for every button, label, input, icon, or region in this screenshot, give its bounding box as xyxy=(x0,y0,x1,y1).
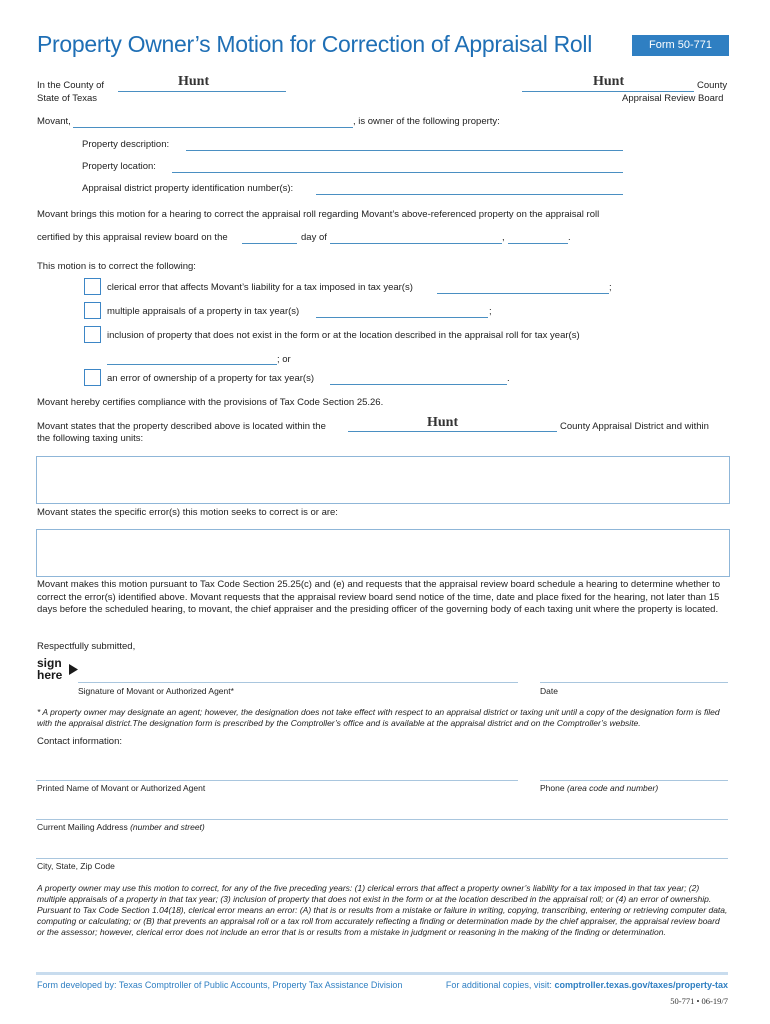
clerical-error-checkbox[interactable] xyxy=(84,278,101,295)
footer-rule xyxy=(36,972,728,975)
nonexistent-suffix: ; or xyxy=(277,354,291,365)
corrections-intro: This motion is to correct the following: xyxy=(37,261,196,272)
phone-label-group xyxy=(540,783,658,793)
ownership-error-checkbox[interactable] xyxy=(84,369,101,386)
movant-name-line[interactable] xyxy=(73,127,353,128)
bottom-note: A property owner may use this motion to correct, for any of the five preceding years: (1) clerical errors that affect a property owner’s liability for a tax imposed in that tax year; (2) multiple appraisals of a property in that tax year; (3) inclusion of property that does not exist in the form or at the location described in the appraisal roll; or (4) an error of ownership. Pursuant to Tax Code Section 1.04(18), clerical error means an error: (A) that is or results from a mistake or failure in writing, copying, transcribing, entering or retrieving computer data, computing or calculating; or (B) that prevents an appraisal roll or a tax roll from accurately reflecting a finding or determination made by the chief appraiser, the appraisal review board or the assessor; however, clerical error does not include an error that is or results from a mistake in judgment or reasoning in the making of the finding or determination. xyxy=(37,883,728,937)
certified-year-line[interactable] xyxy=(508,243,568,244)
county-input-line[interactable] xyxy=(118,91,286,92)
nonexistent-property-text: inclusion of property that does not exist in the form or at the location described in the appraisal roll for tax year(s) xyxy=(107,330,580,341)
mailing-label-group xyxy=(37,822,205,832)
footer-copies-prefix: For additional copies, visit: xyxy=(445,980,552,990)
mailing-hint: (number and street) xyxy=(130,822,205,832)
date-line[interactable] xyxy=(540,682,728,683)
county-value: Hunt xyxy=(178,74,210,89)
taxing-units-box[interactable] xyxy=(36,456,730,504)
property-id-line[interactable] xyxy=(316,194,623,195)
multiple-appraisals-checkbox[interactable] xyxy=(84,302,101,319)
district-value: Hunt xyxy=(427,415,459,430)
multiple-year-line[interactable] xyxy=(316,317,488,318)
phone-line[interactable] xyxy=(540,780,728,781)
period-text: . xyxy=(568,232,571,243)
ownership-year-line[interactable] xyxy=(330,384,507,385)
footer-developed-by: Form developed by: Texas Comptroller of Public Accounts, Property Tax Assistance Division xyxy=(37,980,403,990)
county-suffix-label: County xyxy=(697,80,728,91)
signature-line[interactable] xyxy=(78,682,518,683)
property-description-line[interactable] xyxy=(186,150,623,151)
arb-label: Appraisal Review Board xyxy=(622,93,724,104)
mailing-label: Current Mailing Address xyxy=(37,822,128,832)
city-line[interactable] xyxy=(36,858,728,859)
agent-footnote: * A property owner may designate an agent; however, the designation does not take effect with respect to an appraisal district or taxing unit until a copy of the designation form is filed with the appraisal district.The designation form is prescribed by the Comptroller’s office and is available at the appraisal district and on the Comptroller’s website. xyxy=(37,707,720,728)
nonexistent-year-line[interactable] xyxy=(107,364,277,365)
pursuant-paragraph: Movant makes this motion pursuant to Tax Code Section 25.25(c) and (e) and requests that the appraisal review board schedule a hearing to determine whether to correct the error(s) identified above. Movant requests that the appraisal review board send notice of the time, date and place fixed for the hearing, not later than 15 days before the scheduled hearing, to movant, the chief appraiser and the presiding officer of the governing body of each taxing unit where the property is located. xyxy=(37,579,721,615)
property-id-label: Appraisal district property identification number(s): xyxy=(82,183,294,194)
mailing-address-line[interactable] xyxy=(36,819,728,820)
errors-label: Movant states the specific error(s) this motion seeks to correct is or are: xyxy=(37,507,338,518)
property-location-line[interactable] xyxy=(172,172,623,173)
owner-text: , is owner of the following property: xyxy=(353,116,500,127)
certified-month-line[interactable] xyxy=(330,243,502,244)
sign-here-marker xyxy=(37,657,81,685)
movant-label: Movant, xyxy=(37,116,71,127)
ownership-suffix: . xyxy=(507,373,510,384)
certified-day-line[interactable] xyxy=(242,243,297,244)
arb-county-input-line[interactable] xyxy=(522,91,694,92)
arrow-right-icon xyxy=(69,664,78,675)
printed-name-label: Printed Name of Movant or Authorized Agent xyxy=(37,783,206,793)
property-description-label: Property description: xyxy=(82,139,170,150)
certify-text: Movant hereby certifies compliance with the provisions of Tax Code Section 25.26. xyxy=(37,397,384,408)
footer-copies-url[interactable]: comptroller.texas.gov/taxes/property-tax xyxy=(554,980,728,990)
footer-revision: 50-771 • 06-19/7 xyxy=(670,996,728,1006)
date-label: Date xyxy=(540,686,558,696)
clerical-year-line[interactable] xyxy=(437,293,609,294)
located-suffix: County Appraisal District and within xyxy=(560,421,709,432)
clerical-error-text: clerical error that affects Movant’s liability for a tax imposed in tax year(s) xyxy=(107,282,413,293)
multiple-appraisals-text: multiple appraisals of a property in tax year(s) xyxy=(107,306,300,317)
here-word: here xyxy=(37,668,63,682)
form-title: Property Owner’s Motion for Correction of Appraisal Roll xyxy=(37,31,593,57)
state-label: State of Texas xyxy=(37,93,98,104)
comma-text: , xyxy=(502,232,505,243)
located-prefix: Movant states that the property described above is located within the xyxy=(37,421,326,432)
district-line[interactable] xyxy=(348,431,557,432)
city-label: City, State, Zip Code xyxy=(37,861,115,871)
footer-copies xyxy=(446,980,728,990)
in-county-label: In the County of xyxy=(37,80,105,91)
printed-name-line[interactable] xyxy=(36,780,518,781)
property-location-label: Property location: xyxy=(82,161,156,172)
certified-prefix: certified by this appraisal review board on the xyxy=(37,232,228,243)
signature-label: Signature of Movant or Authorized Agent* xyxy=(78,686,234,696)
form-number-badge: Form 50-771 xyxy=(632,35,729,56)
day-of-label: day of xyxy=(301,232,327,243)
phone-hint: (area code and number) xyxy=(566,783,659,793)
multiple-suffix: ; xyxy=(489,306,492,317)
respectfully-text: Respectfully submitted, xyxy=(37,641,136,652)
contact-heading: Contact information: xyxy=(37,736,123,747)
ownership-error-text: an error of ownership of a property for tax year(s) xyxy=(107,373,314,384)
hearing-text: Movant brings this motion for a hearing to correct the appraisal roll regarding Movant’s above-referenced property on the appraisal roll xyxy=(37,209,600,220)
clerical-suffix: ; xyxy=(609,282,612,293)
nonexistent-property-checkbox[interactable] xyxy=(84,326,101,343)
located-line2: the following taxing units: xyxy=(37,433,144,444)
errors-box[interactable] xyxy=(36,529,730,577)
phone-label: Phone xyxy=(540,783,565,793)
sign-word: sign xyxy=(37,656,62,670)
arb-county-value: Hunt xyxy=(593,74,625,89)
